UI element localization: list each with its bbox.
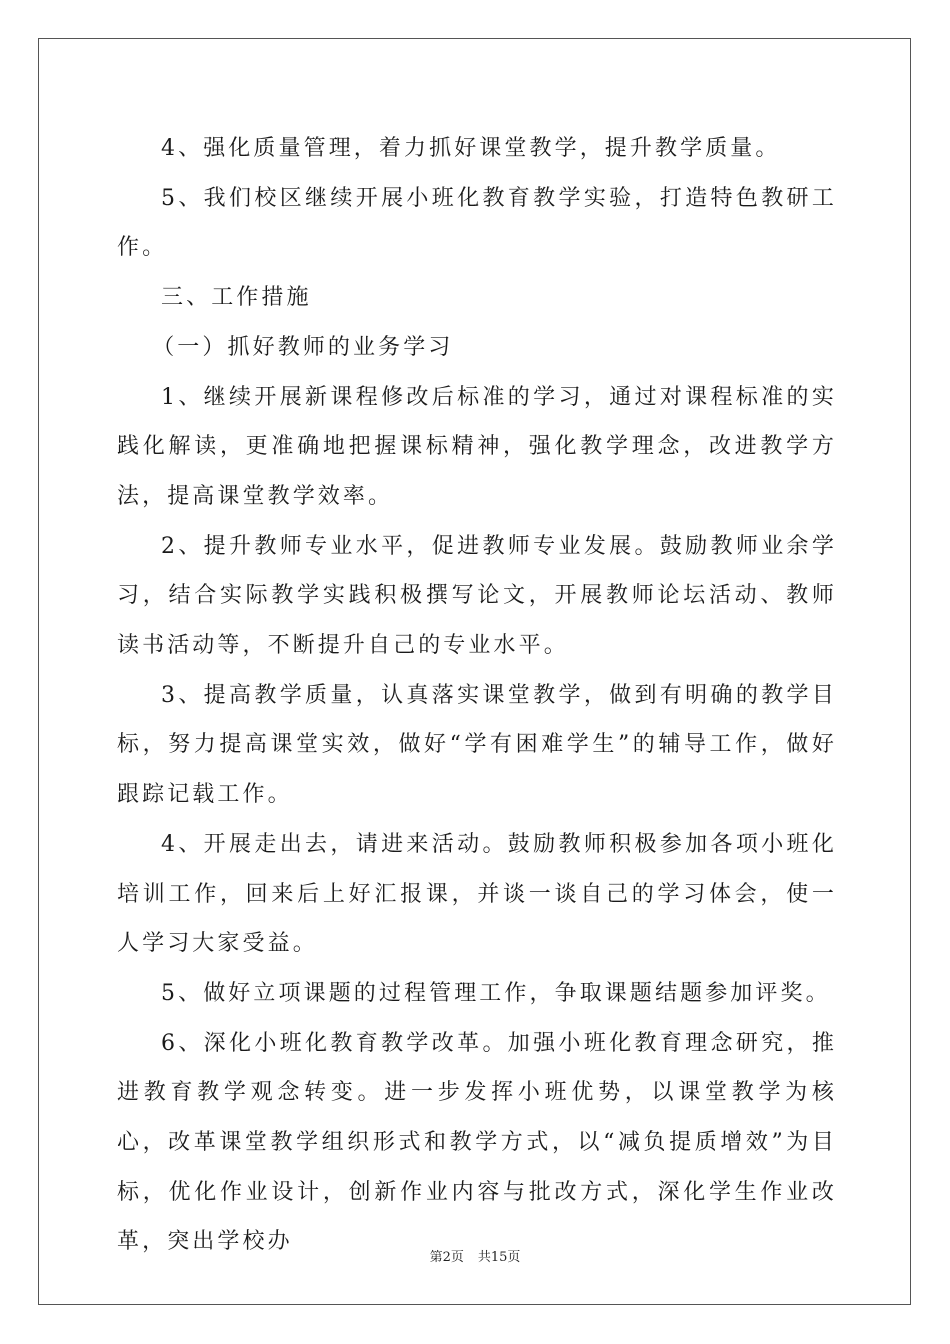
subsection-heading-study: （一）抓好教师的业务学习 — [152, 334, 454, 360]
paragraph-goal-4: 4、强化质量管理，着力抓好课堂教学，提升教学质量。 — [161, 136, 781, 161]
document-body — [117, 124, 837, 1267]
paragraph-measure-4: 4、开展走出去，请进来活动。鼓励教师积极参加各项小班化培训工作，回来后上好汇报课，并谈一谈自己的学习体会，使一人学习大家受益。 — [117, 831, 837, 957]
paragraph-measure-2: 2、提升教师专业水平，促进教师专业发展。鼓励教师业余学习，结合实际教学实践积极撰写论文，开展教师论坛活动、教师读书活动等，不断提升自己的专业水平。 — [117, 533, 837, 659]
paragraph-measure-3: 3、提高教学质量，认真落实课堂教学，做到有明确的教学目标，努力提高课堂实效，做好“学有困难学生”的辅导工作，做好跟踪记载工作。 — [117, 682, 837, 808]
page-number: 第2页 — [429, 1250, 464, 1265]
paragraph-goal-5: 5、我们校区继续开展小班化教育教学实验，打造特色教研工作。 — [117, 185, 837, 261]
page-total: 共15页 — [477, 1250, 521, 1265]
paragraph-measure-1: 1、继续开展新课程修改后标准的学习，通过对课程标准的实践化解读，更准确地把握课标精神，强化教学理念，改进教学方法，提高课堂教学效率。 — [117, 384, 837, 509]
paragraph-measure-6: 6、深化小班化教育教学改革。加强小班化教育理念研究，推进教育教学观念转变。进一步发挥小班优势，以课堂教学为核心，改革课堂教学组织形式和教学方式，以“减负提质增效”为目标，优化作业设计，创新作业内容与批改方式，深化学生作业改革，突出学校办 — [117, 1030, 837, 1255]
section-heading-measures: 三、工作措施 — [161, 285, 312, 311]
paragraph-measure-5: 5、做好立项课题的过程管理工作，争取课题结题参加评奖。 — [161, 980, 831, 1006]
page-footer — [0, 1246, 950, 1265]
